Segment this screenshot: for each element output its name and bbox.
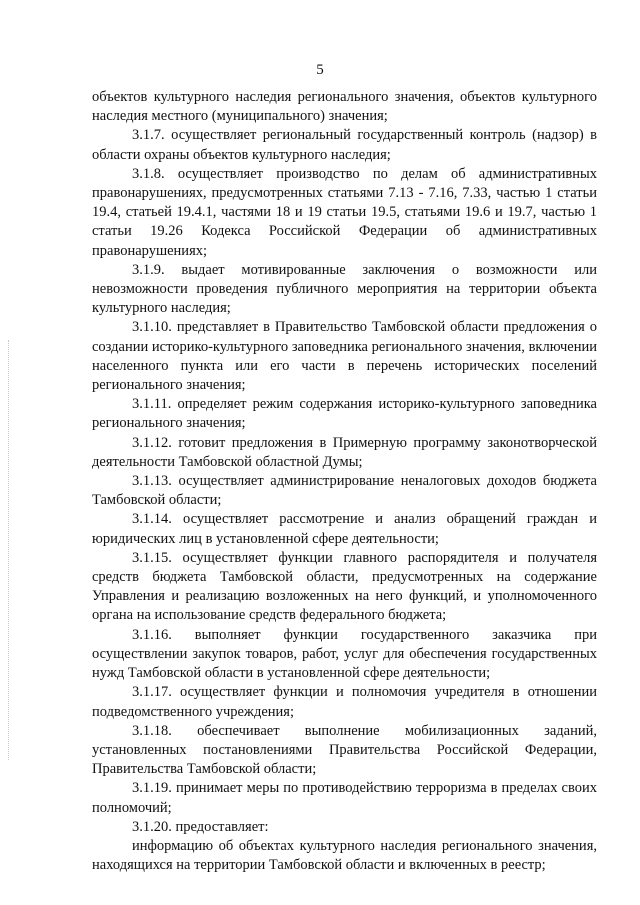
paragraph-3-1-11: 3.1.11. определяет режим содержания историко-культурного заповедника регионального значения; — [92, 396, 597, 432]
page-body — [92, 88, 597, 875]
paragraph-3-1-8: 3.1.8. осуществляет производство по делам об административных правонарушениях, предусмотренных статьями 7.13 - 7.16, 7.33, частью 1 статьи 19.4, статьей 19.4.1, частями 18 и 19 статьи 19.5, статьями 19.6 и 19.7, частью 1 статьи 19.26 Кодекса Российской Федерации об административных правонарушениях; — [92, 165, 597, 259]
paragraph-3-1-16: 3.1.16. выполняет функции государственного заказчика при осуществлении закупок товаров, работ, услуг для обеспечения государственных нужд Тамбовской области в установленной сфере деятельности; — [92, 626, 597, 682]
scan-margin-marks — [8, 340, 11, 760]
paragraph-3-1-15: 3.1.15. осуществляет функции главного распорядителя и получателя средств бюджета Тамбовской области, предусмотренных на содержание Управления и реализацию возложенных на него функций, и уполномоченного органа на использование средств федерального бюджета; — [92, 549, 597, 624]
paragraph-3-1-17: 3.1.17. осуществляет функции и полномочия учредителя в отношении подведомственного учреждения; — [92, 684, 597, 720]
paragraph-continuation: объектов культурного наследия регионального значения, объектов культурного наследия местного (муниципального) значения; — [92, 89, 597, 125]
paragraph-3-1-7: 3.1.7. осуществляет региональный государственный контроль (надзор) в области охраны объектов культурного наследия; — [92, 127, 597, 163]
paragraph-3-1-19: 3.1.19. принимает меры по противодействию терроризма в пределах своих полномочий; — [92, 780, 597, 816]
page-number: 5 — [316, 62, 324, 78]
paragraph-3-1-20-item: информацию об объектах культурного наследия регионального значения, находящихся на территории Тамбовской области и включенных в реестр; — [92, 837, 597, 874]
paragraph-3-1-18: 3.1.18. обеспечивает выполнение мобилизационных заданий, установленных постановлениями Правительства Российской Федерации, Правительства Тамбовской области; — [92, 722, 597, 778]
paragraph-3-1-14: 3.1.14. осуществляет рассмотрение и анализ обращений граждан и юридических лиц в установленной сфере деятельности; — [92, 511, 597, 547]
paragraph-3-1-10: 3.1.10. представляет в Правительство Тамбовской области предложения о создании историко-культурного заповедника регионального значения, включении населенного пункта или его части в перечень исторических поселений регионального значения; — [92, 319, 597, 394]
paragraph-3-1-20: 3.1.20. предоставляет: — [132, 818, 269, 835]
paragraph-3-1-13: 3.1.13. осуществляет администрирование неналоговых доходов бюджета Тамбовской области; — [92, 473, 597, 509]
paragraph-3-1-12: 3.1.12. готовит предложения в Примерную программу законотворческой деятельности Тамбовской областной Думы; — [92, 434, 597, 470]
paragraph-3-1-9: 3.1.9. выдает мотивированные заключения о возможности или невозможности проведения публичного мероприятия на территории объекта культурного наследия; — [92, 261, 597, 317]
